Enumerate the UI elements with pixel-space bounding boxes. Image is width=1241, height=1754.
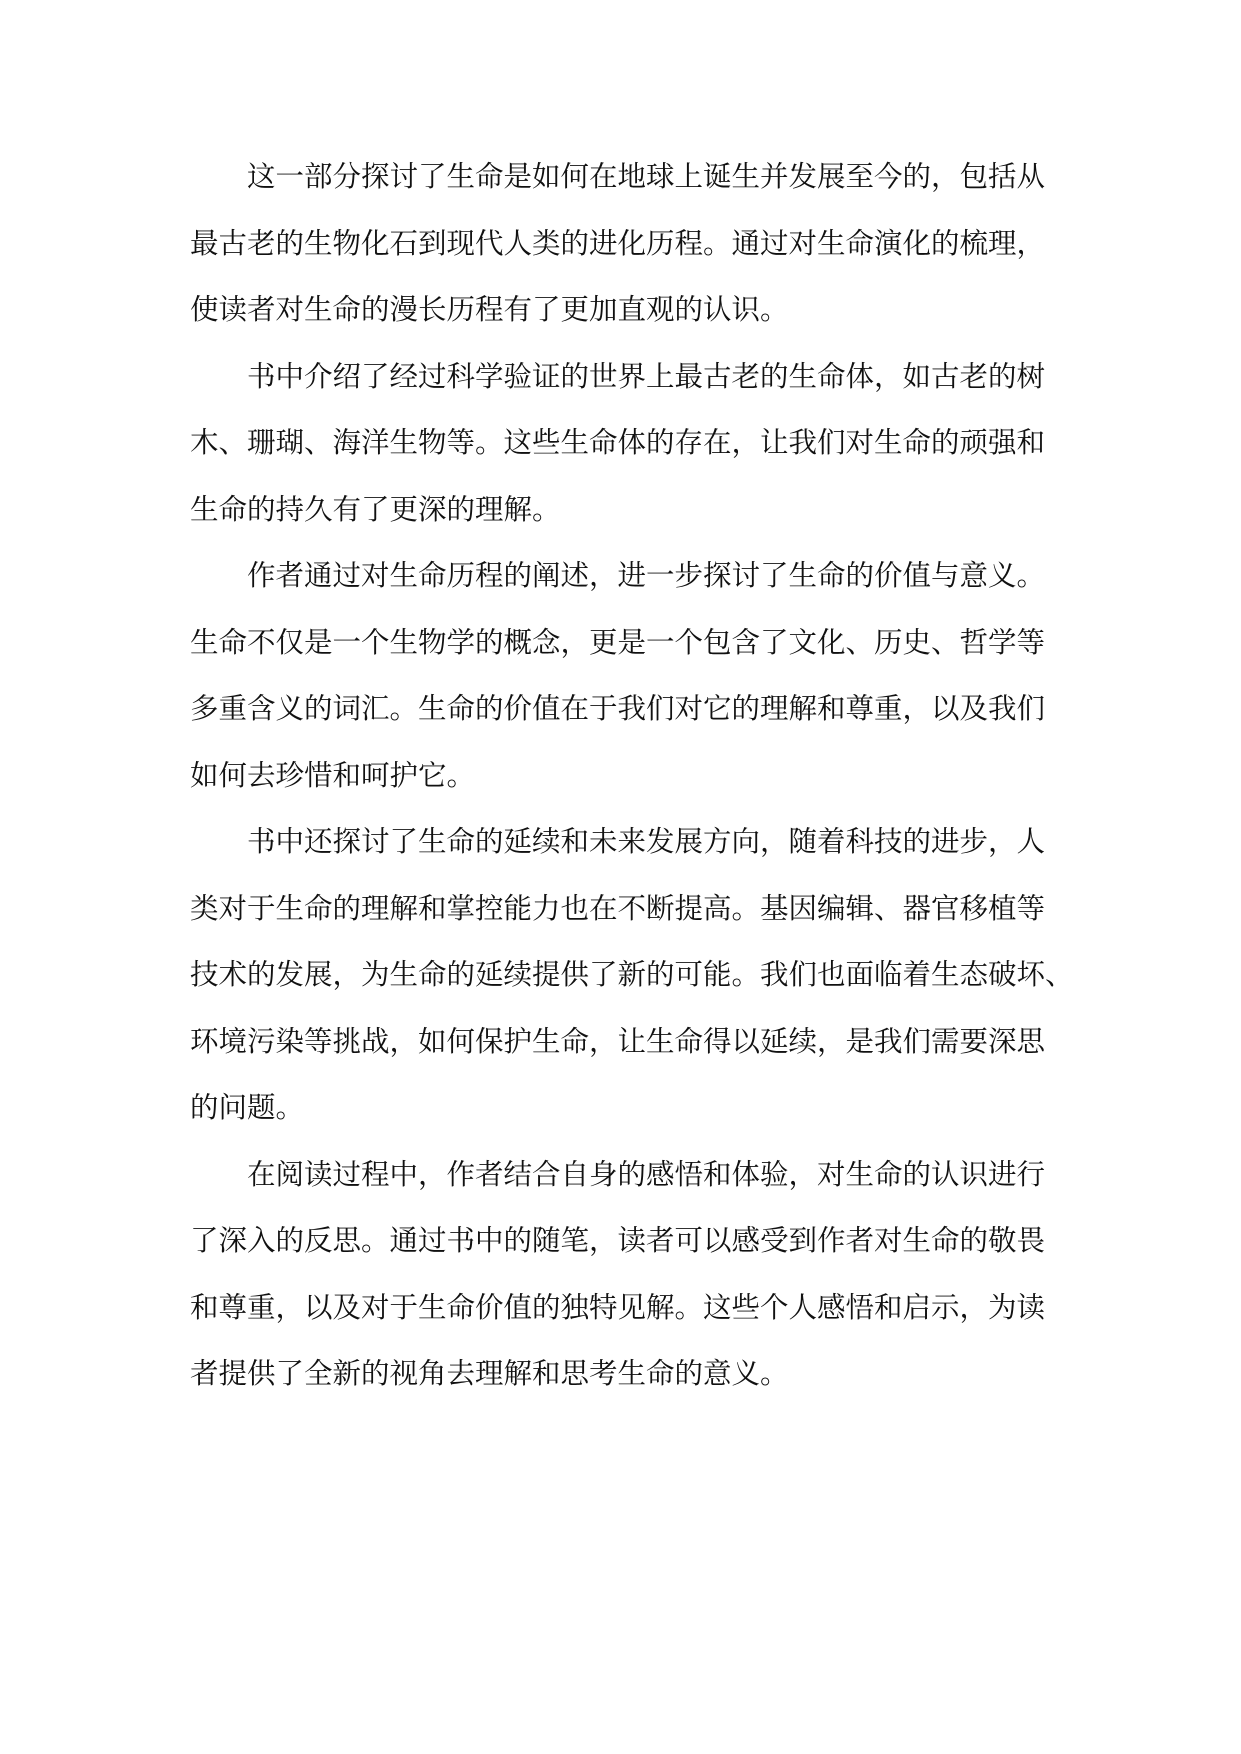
text-line: 作者通过对生命历程的阐述，进一步探讨了生命的价值与意义。: [247, 559, 1046, 592]
paragraph-3: [190, 543, 1051, 809]
text-line: 使读者对生命的漫长历程有了更加直观的认识。: [190, 293, 789, 326]
text-line: 木、珊瑚、海洋生物等。这些生命体的存在，让我们对生命的顽强和: [190, 426, 1046, 459]
text-line: 了深入的反思。通过书中的随笔，读者可以感受到作者对生命的敬畏: [190, 1224, 1046, 1257]
text-line: 技术的发展，为生命的延续提供了新的可能。我们也面临着生态破坏、: [190, 958, 1074, 991]
text-line: 书中介绍了经过科学验证的世界上最古老的生命体，如古老的树: [247, 359, 1046, 393]
text-line: 最古老的生物化石到现代人类的进化历程。通过对生命演化的梳理，: [190, 226, 1046, 260]
paragraph-1: [190, 144, 1051, 344]
paragraph-4: [190, 809, 1074, 1142]
text-line: 环境污染等挑战，如何保护生命，让生命得以延续，是我们需要深思: [190, 1024, 1046, 1058]
text-line: 和尊重，以及对于生命价值的独特见解。这些个人感悟和启示，为读: [190, 1290, 1046, 1324]
text-line: 这一部分探讨了生命是如何在地球上诞生并发展至今的，包括从: [247, 160, 1046, 193]
paragraph-5: [190, 1142, 1051, 1408]
text-line: 如何去珍惜和呵护它。: [190, 758, 476, 792]
text-line: 在阅读过程中，作者结合自身的感悟和体验，对生命的认识进行: [247, 1157, 1046, 1191]
text-line: 书中还探讨了生命的延续和未来发展方向，随着科技的进步，人: [247, 825, 1046, 858]
paragraph-2: [190, 344, 1051, 544]
text-line: 多重含义的词汇。生命的价值在于我们对它的理解和尊重，以及我们: [190, 692, 1046, 725]
text-line: 生命的持久有了更深的理解。: [190, 492, 561, 526]
text-line: 类对于生命的理解和掌控能力也在不断提高。基因编辑、器官移植等: [190, 891, 1046, 925]
text-line: 的问题。: [190, 1091, 305, 1124]
text-line: 者提供了全新的视角去理解和思考生命的意义。: [190, 1357, 789, 1390]
text-line: 生命不仅是一个生物学的概念，更是一个包含了文化、历史、哲学等: [190, 625, 1046, 659]
